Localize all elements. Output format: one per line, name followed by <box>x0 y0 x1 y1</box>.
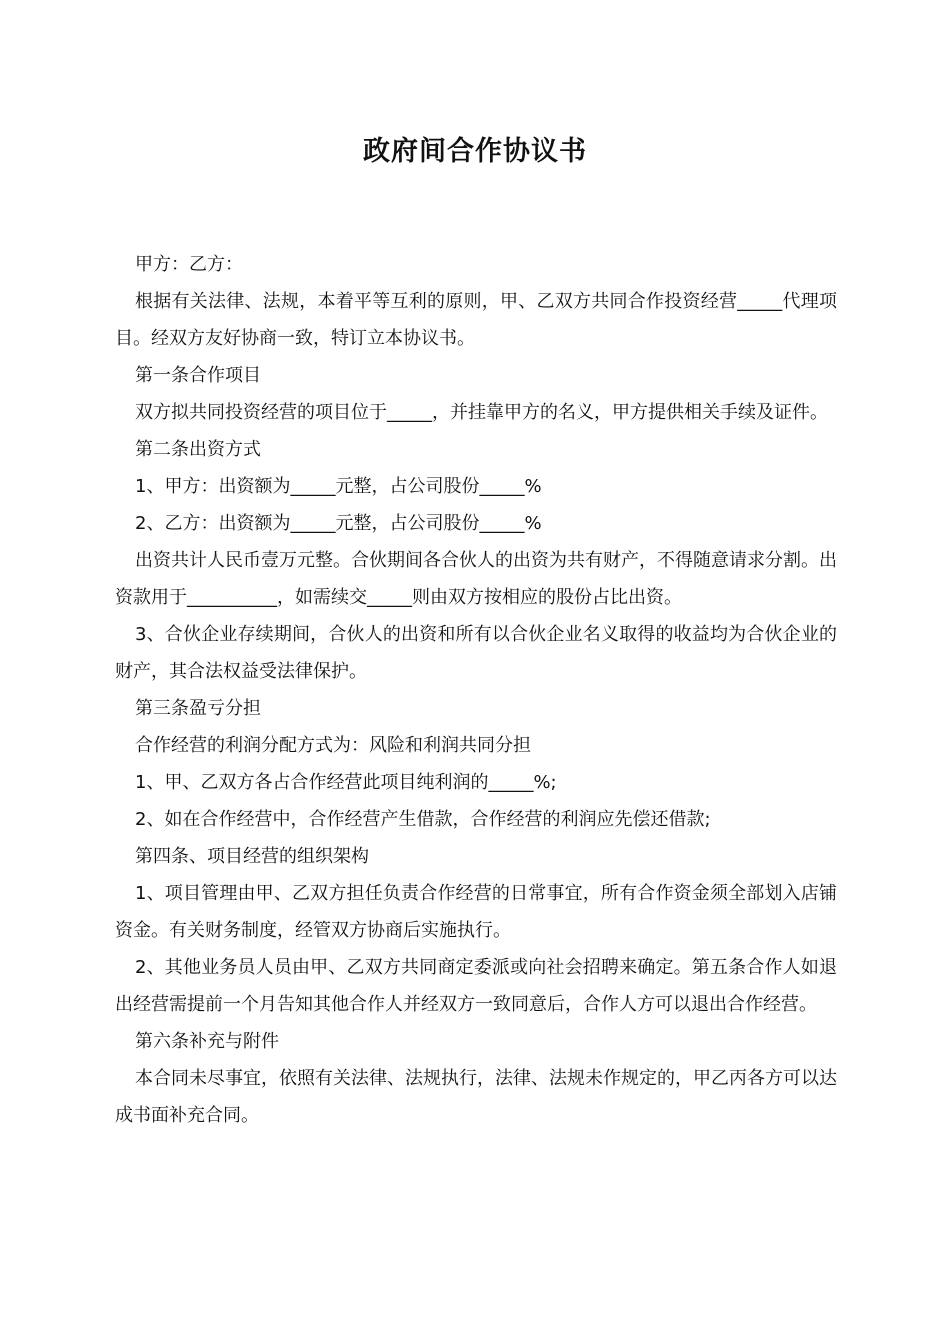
paragraph-staff-and-withdrawal: 2、其他业务员人员由甲、乙双方共同商定委派或向社会招聘来确定。第五条合作人如退出经营需提前一个月告知其他合作人并经双方一致同意后，合作人方可以退出合作经营。 <box>115 957 837 1015</box>
paragraph-partnership-property: 3、合伙企业存续期间，合伙人的出资和所有以合伙企业名义取得的收益均为合伙企业的财产，其合法权益受法律保护。 <box>115 624 837 682</box>
paragraph-parties: 甲方：乙方： <box>135 254 243 275</box>
paragraph-total-investment: 出资共计人民币壹万元整。合伙期间各合伙人的出资为共有财产，不得随意请求分割。出资款用于__________，如需续交_____则由双方按相应的股份占比出资。 <box>115 550 837 608</box>
paragraph-project-location: 双方拟共同投资经营的项目位于_____，并挂靠甲方的名义，甲方提供相关手续及证件。 <box>135 402 828 423</box>
paragraph-supplement: 本合同未尽事宜，依照有关法律、法规执行，法律、法规未作规定的，甲乙丙各方可以达成书面补充合同。 <box>115 1068 837 1126</box>
paragraph-loan-repayment: 2、如在合作经营中，合作经营产生借款，合作经营的利润应先偿还借款; <box>135 809 711 830</box>
section-heading-2: 第二条出资方式 <box>135 439 261 460</box>
document-body <box>115 246 837 1134</box>
section-heading-1: 第一条合作项目 <box>135 365 261 386</box>
paragraph-party-b-investment: 2、乙方：出资额为_____元整，占公司股份_____% <box>135 513 542 534</box>
paragraph-preamble: 根据有关法律、法规，本着平等互利的原则，甲、乙双方共同合作投资经营_____代理项目。经双方友好协商一致，特订立本协议书。 <box>115 291 837 349</box>
paragraph-profit-method: 合作经营的利润分配方式为：风险和利润共同分担 <box>135 735 531 756</box>
paragraph-management: 1、项目管理由甲、乙双方担任负责合作经营的日常事宜，所有合作资金须全部划入店铺资金。有关财务制度，经管双方协商后实施执行。 <box>115 883 837 941</box>
paragraph-party-a-investment: 1、甲方：出资额为_____元整，占公司股份_____% <box>135 476 542 497</box>
document-title: 政府间合作协议书 <box>363 136 587 167</box>
section-heading-6: 第六条补充与附件 <box>135 1031 279 1052</box>
paragraph-profit-share: 1、甲、乙双方各占合作经营此项目纯利润的_____%; <box>135 772 557 793</box>
section-heading-3: 第三条盈亏分担 <box>135 698 261 719</box>
section-heading-4: 第四条、项目经营的组织架构 <box>135 846 369 867</box>
